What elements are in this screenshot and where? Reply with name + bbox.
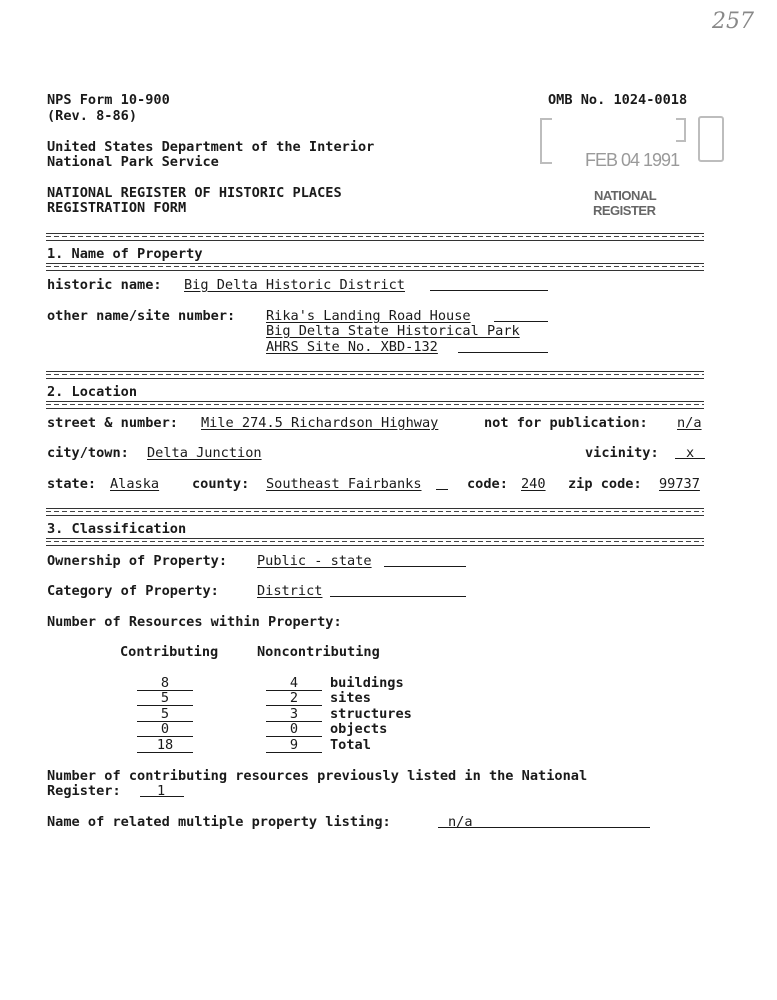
section-divider <box>46 263 704 271</box>
form-title-line2: REGISTRATION FORM <box>47 200 187 216</box>
section1-heading: 1. Name of Property <box>47 246 203 262</box>
noncontributing-count: 0 <box>266 722 322 737</box>
contributing-count: 5 <box>137 691 193 706</box>
noncontributing-count: 2 <box>266 691 322 706</box>
city-label: city/town: <box>47 445 129 461</box>
publication-value: n/a <box>677 415 702 431</box>
section-divider <box>46 508 704 516</box>
fill-line <box>494 321 548 322</box>
fill-line <box>330 596 466 597</box>
zip-value: 99737 <box>659 476 700 492</box>
total-label: Total <box>330 737 371 753</box>
omb-number: OMB No. 1024-0018 <box>548 92 688 108</box>
form-revision: (Rev. 8-86) <box>47 108 138 124</box>
street-label: street & number: <box>47 415 178 431</box>
section-divider <box>46 401 704 409</box>
state-label: state: <box>47 476 97 492</box>
noncontributing-column-header: Noncontributing <box>257 644 380 660</box>
fill-line <box>675 458 705 459</box>
vicinity-value: x <box>686 445 695 461</box>
fill-line <box>458 352 548 353</box>
noncontributing-count: 4 <box>266 676 322 691</box>
code-value: 240 <box>521 476 546 492</box>
service-name: National Park Service <box>47 154 219 170</box>
contributing-count: 8 <box>137 676 193 691</box>
previously-listed-value: 1 <box>157 783 166 799</box>
category-value: District <box>257 583 323 599</box>
publication-label: not for publication: <box>484 415 648 431</box>
other-name-value-3: AHRS Site No. XBD-132 <box>266 339 438 355</box>
fill-line <box>430 290 548 291</box>
multiple-listing-label: Name of related multiple property listing: <box>47 814 391 830</box>
resource-type-label: buildings <box>330 675 404 691</box>
contributing-count: 5 <box>137 707 193 722</box>
historic-name-value: Big Delta Historic District <box>184 277 405 293</box>
section3-heading: 3. Classification <box>47 521 187 537</box>
stamp-national: NATIONAL <box>594 188 657 203</box>
category-label: Category of Property: <box>47 583 219 599</box>
other-name-label: other name/site number: <box>47 308 236 324</box>
zip-label: zip code: <box>568 476 642 492</box>
stamp-date: FEB 04 1991 <box>585 150 680 170</box>
resource-type-label: sites <box>330 690 371 706</box>
contributing-column-header: Contributing <box>120 644 219 660</box>
vicinity-label: vicinity: <box>585 445 659 461</box>
street-value: Mile 274.5 Richardson Highway <box>201 415 439 431</box>
historic-name-label: historic name: <box>47 277 162 293</box>
handwritten-page-mark: 257 <box>712 9 754 34</box>
fill-line <box>140 796 184 797</box>
contributing-total: 18 <box>137 738 193 753</box>
section-divider <box>46 371 704 379</box>
resource-type-label: objects <box>330 721 388 737</box>
fill-line <box>436 489 448 490</box>
department-name: United States Department of the Interior <box>47 139 375 155</box>
code-label: code: <box>467 476 508 492</box>
previously-listed-label-cont: Register: <box>47 783 121 799</box>
noncontributing-total: 9 <box>266 738 322 753</box>
form-title-line1: NATIONAL REGISTER OF HISTORIC PLACES <box>47 185 342 201</box>
other-name-value-2: Big Delta State Historical Park <box>266 323 520 339</box>
resources-label: Number of Resources within Property: <box>47 614 342 630</box>
ownership-value: Public - state <box>257 553 372 569</box>
other-name-value-1: Rika's Landing Road House <box>266 308 471 324</box>
section2-heading: 2. Location <box>47 384 138 400</box>
ownership-label: Ownership of Property: <box>47 553 228 569</box>
noncontributing-count: 3 <box>266 707 322 722</box>
multiple-listing-value: n/a <box>448 814 473 830</box>
state-value: Alaska <box>110 476 160 492</box>
stamp-register: REGISTER <box>593 203 656 218</box>
resource-type-label: structures <box>330 706 412 722</box>
previously-listed-label: Number of contributing resources previously listed in the National <box>47 768 588 784</box>
city-value: Delta Junction <box>147 445 262 461</box>
fill-line <box>384 566 466 567</box>
county-value: Southeast Fairbanks <box>266 476 422 492</box>
section-divider <box>46 233 704 241</box>
contributing-count: 0 <box>137 722 193 737</box>
fill-line <box>438 827 650 828</box>
county-label: county: <box>192 476 250 492</box>
form-number: NPS Form 10-900 <box>47 92 170 108</box>
section-divider <box>46 538 704 546</box>
